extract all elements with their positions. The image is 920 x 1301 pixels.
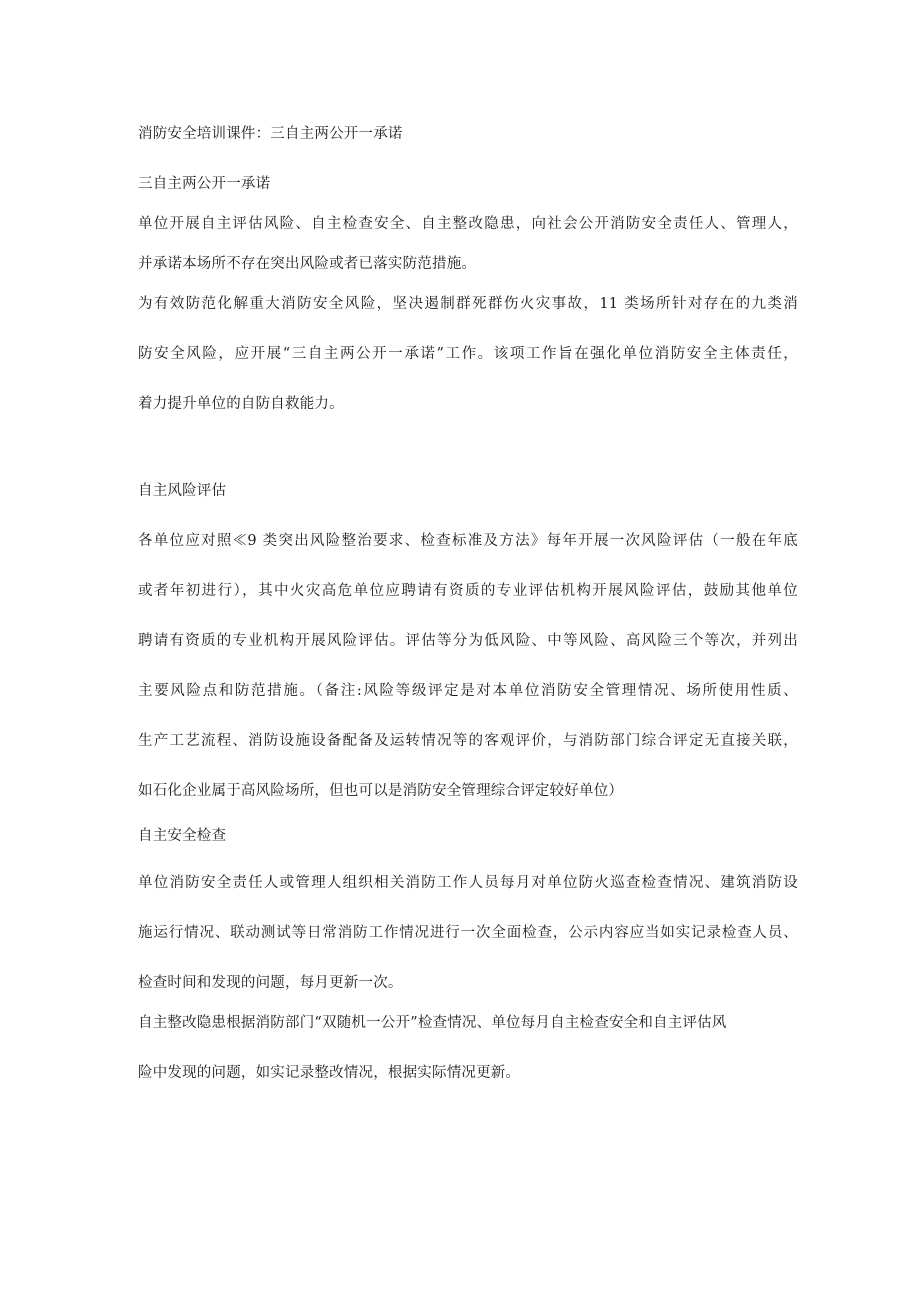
paragraph-line: 为有效防范化解重大消防安全风险，坚决遏制群死群伤火灾事故，11 类场所针对存在的九类消 [138,296,798,312]
paragraph-line: 各单位应对照≪9 类突出风险整治要求、检查标准及方法》每年开展一次风险评估（一般在年底 [138,533,798,549]
paragraph-line: 单位消防安全责任人或管理人组织相关消防工作人员每月对单位防火巡查检查情况、建筑消防设 [138,875,798,891]
paragraph-line: 施运行情况、联动测试等日常消防工作情况进行一次全面检查，公示内容应当如实记录检查人员、 [138,925,798,941]
section-heading-risk-assessment: 自主风险评估 [138,483,227,499]
intro-paragraph-2 [138,294,798,414]
paragraph-line: 主要风险点和防范措施。（备注:风险等级评定是对本单位消防安全管理情况、场所使用性质、 [138,683,798,699]
safety-check-paragraph [138,873,798,993]
document-title: 消防安全培训课件：三自主两公开一承诺 [138,126,403,142]
intro-paragraph-1 [138,214,798,274]
paragraph-line: 并承诺本场所不存在突出风险或者已落实防范措施。 [138,256,477,272]
paragraph-line: 单位开展自主评估风险、自主检查安全、自主整改隐患，向社会公开消防安全责任人、管理人， [138,216,798,232]
paragraph-line: 如石化企业属于高风险场所，但也可以是消防安全管理综合评定较好单位） [138,783,624,799]
hazard-rectification-paragraph [138,1013,798,1083]
paragraph-line: 着力提升单位的自防自救能力。 [138,396,344,412]
main-heading: 三自主两公开一承诺 [138,176,271,192]
section-heading-safety-check: 自主安全检查 [138,828,227,844]
risk-assessment-paragraph [138,531,798,801]
paragraph-line: 险中发现的问题，如实记录整改情况，根据实际情况更新。 [138,1065,521,1081]
paragraph-line: 自主整改隐患根据消防部门“双随机一公开”检查情况、单位每月自主检查安全和自主评估风 [138,1015,727,1031]
paragraph-line: 聘请有资质的专业机构开展风险评估。评估等分为低风险、中等风险、高风险三个等次，并列出 [138,633,798,649]
document-body [138,124,798,1083]
paragraph-line: 防安全风险，应开展“三自主两公开一承诺”工作。该项工作旨在强化单位消防安全主体责任， [138,346,798,362]
paragraph-line: 或者年初进行），其中火灾高危单位应聘请有资质的专业评估机构开展风险评估，鼓励其他单位 [138,583,798,599]
paragraph-line: 检查时间和发现的问题，每月更新一次。 [138,975,403,991]
paragraph-line: 生产工艺流程、消防设施设备配备及运转情况等的客观评价，与消防部门综合评定无直接关联， [138,733,798,749]
